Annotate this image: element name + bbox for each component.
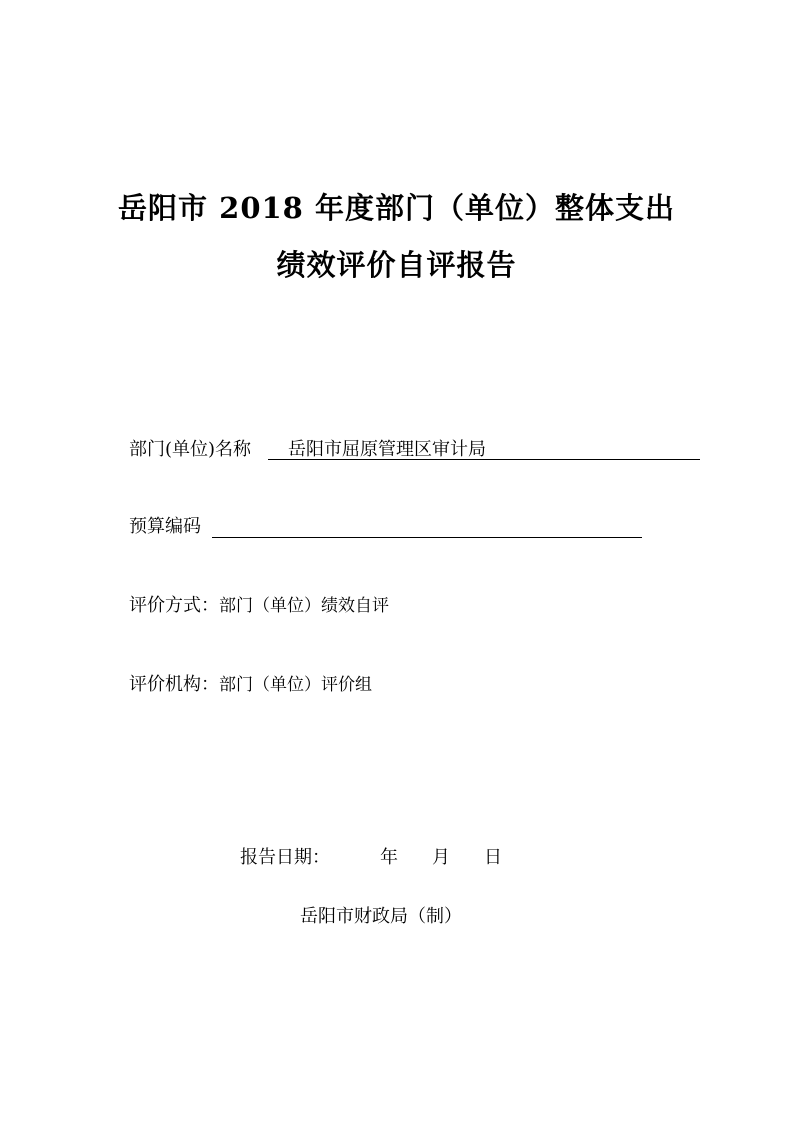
report-title-line-1: 岳阳市 2018 年度部门（单位）整体支出 — [118, 191, 675, 225]
budget-code-label: 预算编码 — [129, 516, 201, 537]
report-date-month: 月 — [432, 847, 450, 868]
evaluation-agency-row — [129, 673, 372, 697]
report-date-year: 年 — [380, 847, 398, 868]
budget-code-underline — [212, 514, 642, 538]
evaluation-agency-value: 部门（单位）评价组 — [219, 675, 372, 695]
evaluation-agency-label: 评价机构： — [129, 674, 219, 695]
department-name-row — [129, 438, 251, 462]
evaluation-method-row — [129, 594, 389, 618]
issuer: 岳阳市财政局（制） — [300, 906, 462, 927]
evaluation-method-label: 评价方式： — [129, 595, 219, 616]
department-name-value: 岳阳市屈原管理区审计局 — [288, 439, 486, 460]
evaluation-method-value: 部门（单位）绩效自评 — [219, 596, 389, 616]
report-title-line-2: 绩效评价自评报告 — [276, 248, 517, 282]
report-date-label: 报告日期： — [240, 847, 330, 868]
department-name-label: 部门(单位)名称 — [129, 439, 252, 460]
budget-code-row — [129, 515, 201, 539]
report-date-day: 日 — [484, 847, 502, 868]
report-date — [240, 846, 502, 870]
